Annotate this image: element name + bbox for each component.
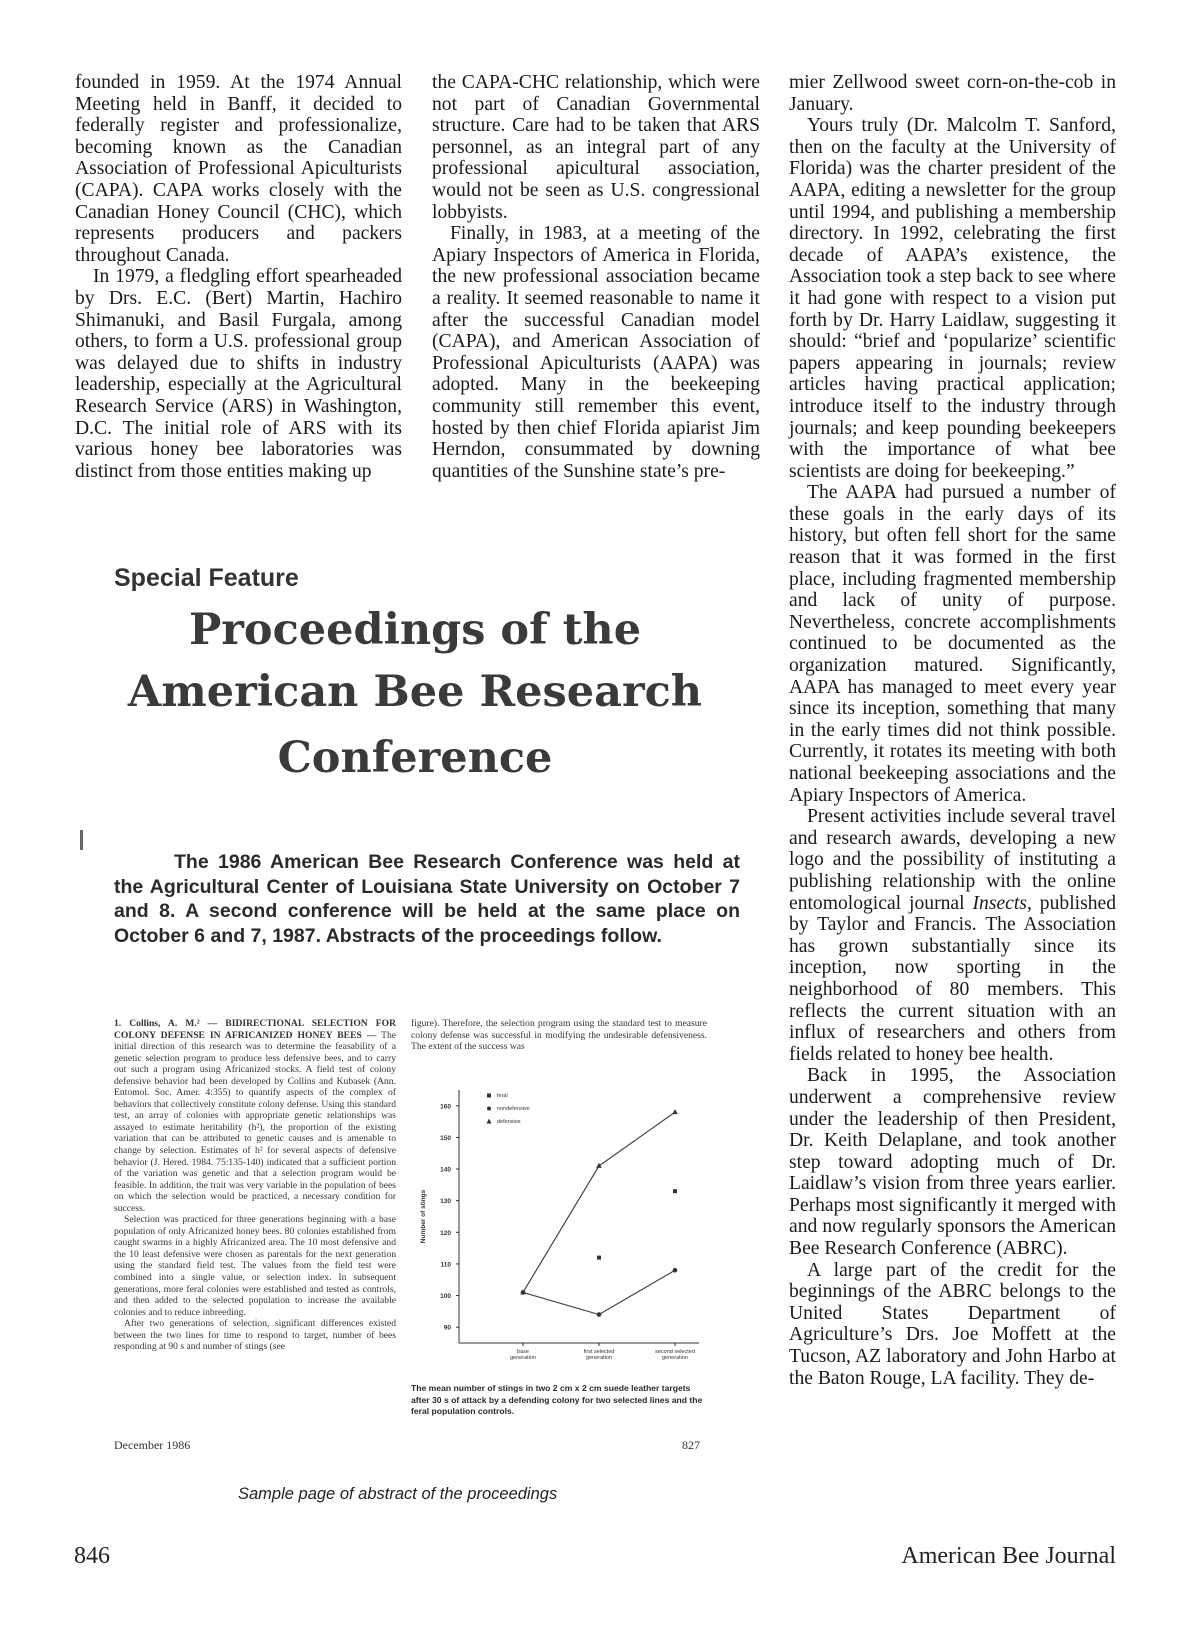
inset-page-number: 827 [682, 1438, 700, 1452]
data-point-nondefensive [597, 1312, 602, 1317]
page-number: 846 [74, 1543, 110, 1569]
column-1 [75, 72, 402, 482]
x-tick-label: generation [586, 1355, 612, 1361]
abstract-text [114, 1018, 396, 1353]
x-tick-label: second selected [655, 1349, 695, 1355]
x-tick-label: base [517, 1349, 529, 1355]
data-point-defensive [596, 1163, 602, 1168]
text-run: The initial direction of this research was to determine the feasability of a genetic selection program to produce less defensive bees, and to carry out such a program using Africanized stocks. A field test of colony defensive behavior had been developed by Collins and Kubasek (Ann. Entomol. Soc. Amer. 4:355) to quantify aspects of the complex of behaviors that collectively constitute colony defense. Using this standard test, an array of colonies with appropriate genetic relationships was assayed to estimate heritability (h²), the proportion of the existing variation that can be attributed to genetic causes and is amenable to change by selection. Estimates of h² for several aspects of defensive behavior (J. Hered. 1984. 75:135-140) indicated that a sufficient portion of the variation was genetic and that a selection program would be feasible. In addition, the trait was very variable in the population of bees on which the selection would be practiced, a necessary condition for success. [114, 1029, 397, 1214]
column-2 [432, 72, 760, 482]
legend-label: defensive [497, 1119, 521, 1125]
series-line-defensive [523, 1112, 675, 1292]
x-tick-label: first selected [583, 1349, 615, 1355]
paragraph: the CAPA-CHC relationship, which were not part of Canadian Governmental structure. Care had to be taken that ARS personnel, as an integral part of any professional apicultural association, would not be seen as U.S. congressional lobbyists. [432, 72, 760, 223]
data-point-feral [673, 1189, 677, 1193]
text-run: , published by Taylor and Francis. The Association has grown substantially since its inception, now sporting in the neighborhood of 80 members. This reflects the current situation with an influx of researchers and others from fields related to honey bee health. [789, 892, 1116, 1065]
paragraph: Back in 1995, the Association underwent a comprehensive review under the leadership of then President, Dr. Keith Delaplane, and took another step toward adopting much of Dr. Laidlaw’s vision from three years earlier. Perhaps most significantly it merged with and now regularly sponsors the American Bee Research Conference (ABRC). [789, 1065, 1116, 1260]
paragraph: A large part of the credit for the beginnings of the ABRC belongs to the United States Department of Agriculture’s Drs. Joe Moffett at the Tucson, AZ laboratory and John Harbo at the Baton Rouge, LA facility. They de- [789, 1259, 1116, 1389]
scan-edge-mark [80, 830, 83, 850]
y-axis-label: Number of stings [420, 1189, 427, 1244]
paragraph [789, 806, 1116, 1065]
y-tick-label: 140 [440, 1166, 451, 1174]
column-3 [789, 72, 1116, 1389]
x-tick-label: generation [510, 1355, 536, 1361]
y-tick-label: 150 [440, 1134, 451, 1142]
y-tick-label: 90 [443, 1324, 451, 1332]
lead-paragraph: The 1986 American Bee Research Conference was held at the Agricultural Center of Louisiana State University on October 7 and 8. A second conference will be held at the same place on October 6 and 7, 1987. Abstracts of the proceedings follow. [114, 851, 740, 947]
inset-date: December 1986 [114, 1438, 191, 1452]
legend-marker [487, 1119, 492, 1124]
y-tick-label: 160 [440, 1103, 451, 1111]
paragraph: The AAPA had pursued a number of these goals in the early days of its history, but often fell short for the same reason that it was formed in the first place, including fragmented membership and lack of unity of purpose. Nevertheless, concrete accomplishments continued to be documented as the organization matured. Significantly, AAPA has managed to meet every year since its inception, something that many in the early times did not think possible. Currently, it rotates its meeting with both national beekeeping associations and the Apiary Inspectors of America. [789, 482, 1116, 806]
journal-name: American Bee Journal [901, 1543, 1116, 1569]
data-point-nondefensive [673, 1268, 678, 1273]
y-tick-label: 130 [440, 1198, 451, 1206]
feature-title-line: American Bee Research [127, 667, 703, 717]
journal-name: Insects [972, 892, 1027, 914]
paragraph: In 1979, a fledgling effort spearheaded by Drs. E.C. (Bert) Martin, Hachiro Shimanuki, and Basil Furgala, among others, to form a U.S. professional group was delayed due to shifts in industry leadership, especially at the Agricultural Research Service (ARS) in Washington, D.C. The initial role of ARS with its various honey bee laboratories was distinct from those entities making up [75, 266, 402, 482]
special-feature-label: Special Feature [114, 564, 299, 592]
paragraph: Finally, in 1983, at a meeting of the Apiary Inspectors of America in Florida, the new professional association became a reality. It seemed reasonable to name it after the successful Canadian model (CAPA), and American Association of Professional Apiculturists (AAPA) was adopted. Many in the beekeeping community still remember this event, hosted by then chief Florida apiarist Jim Herndon, consummated by downing quantities of the Sunshine state’s pre- [432, 223, 760, 482]
paragraph: mier Zellwood sweet corn-on-the-cob in January. [789, 72, 1116, 115]
abstract-paragraph: After two generations of selection, significant differences existed between the two lines for time to respond to target, number of bees responding at 90 s and number of stings (see [114, 1318, 396, 1353]
stings-line-chart [411, 1075, 711, 1375]
legend-marker [487, 1094, 491, 1098]
legend-label: nondefensive [497, 1106, 530, 1112]
data-point-feral [597, 1256, 601, 1260]
abstract-heading: 1. Collins, A. M.² — BIDIRECTIONAL SELECTION FOR COLONY DEFENSE IN AFRICANIZED HONEY BEES — [114, 1018, 396, 1041]
abstract-paragraph [114, 1018, 396, 1214]
data-point-defensive [672, 1109, 678, 1114]
series-line-nondefensive [523, 1270, 675, 1314]
y-tick-label: 100 [440, 1293, 451, 1301]
abstract-paragraph: Selection was practiced for three generations beginning with a base population of only Africanized honey bees. 80 colonies established from caught swarms in a highly Africanized area. The 10 most defensive and the 10 least defensive were chosen as parentals for the next generation using the standard field test. The values from the field test were combined into a single value, or selection index. In subsequent generations, more feral colonies were established and tested as controls, and then added to the selected population to increase the available colonies and to reduce inbreeding. [114, 1214, 396, 1318]
legend-marker [487, 1107, 491, 1111]
paragraph: founded in 1959. At the 1974 Annual Meeting held in Banff, it decided to federally register and professionalize, becoming known as the Canadian Association of Professional Apiculturists (CAPA). CAPA works closely with the Canadian Honey Council (CHC), which represents producers and packers throughout Canada. [75, 72, 402, 266]
figure-caption: The mean number of stings in two 2 cm x 2 cm suede leather targets after 30 s of attack by a defending colony for two selected lines and the feral population controls. [411, 1383, 703, 1416]
feature-title-line: Proceedings of the [188, 605, 642, 655]
legend-label: feral [497, 1093, 508, 1099]
feature-title-line: Conference [277, 733, 553, 783]
abstract-right-text: figure). Therefore, the selection program using the standard test to measure colony defense was successful in modifying the undesirable defensiveness. The extent of the success was [411, 1018, 707, 1053]
x-tick-label: generation [662, 1355, 688, 1361]
y-tick-label: 110 [440, 1261, 451, 1269]
y-tick-label: 120 [440, 1229, 451, 1237]
sample-page-image [80, 550, 750, 1480]
text-run: Present activities include several travel and research awards, developing a new logo and the possibility of instituting a publishing relationship with the online entomological journal [789, 806, 1116, 914]
paragraph: Yours truly (Dr. Malcolm T. Sanford, then on the faculty at the University of Florida) was the charter president of the AAPA, editing a newsletter for the group until 1994, and publishing a membership directory. In 1992, celebrating the first decade of AAPA’s existence, the Association took a step back to see where it had gone with respect to a vision put forth by Dr. Harry Laidlaw, suggesting it should: “brief and ‘popularize’ scientific papers appearing in journals; review articles having practical application; introduce itself to the industry through journals; and keep pounding beekeepers with the importance of what bee scientists are doing for beekeeping.” [789, 115, 1117, 482]
image-caption: Sample page of abstract of the proceedings [238, 1485, 558, 1503]
